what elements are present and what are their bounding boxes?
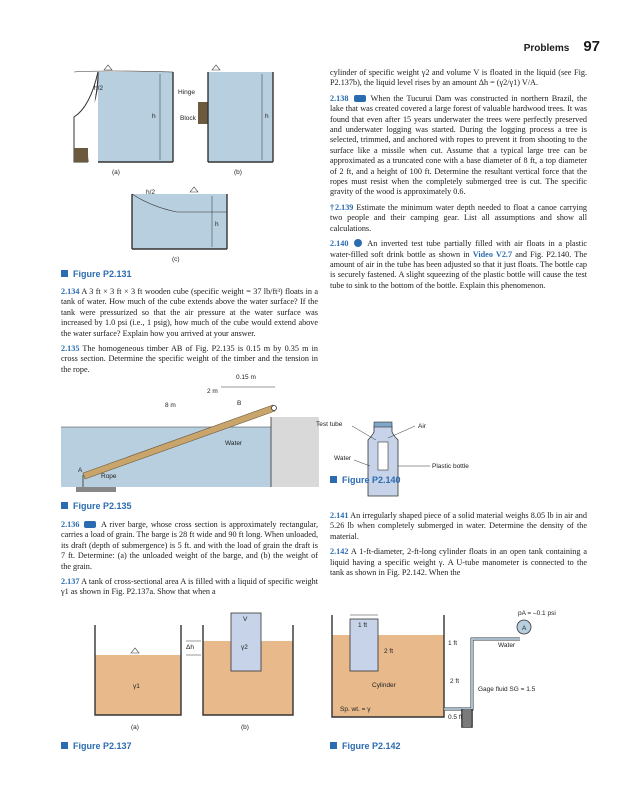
label-air: Air (418, 423, 426, 430)
problem-2-139: †2.139 Estimate the minimum water depth needed to float a canoe carrying two people and their camping gear. List all assumptions and show all calculations. (330, 202, 588, 233)
right-column-text-2 (330, 511, 587, 583)
pin-b (272, 406, 277, 411)
left-column-text-2 (61, 520, 318, 603)
label-2ft: 2 ft (384, 648, 394, 655)
page-header (524, 38, 600, 55)
support-block (74, 148, 88, 162)
figure-p2-137 (61, 605, 318, 735)
block-b (198, 102, 208, 124)
label-sp-wt: Sp. wt. = γ (340, 706, 371, 713)
label-dh: Δh (186, 644, 194, 651)
tank-b-water (208, 72, 273, 162)
water-body (61, 427, 271, 487)
label-pa: pA = –0.1 psi (518, 610, 556, 617)
label-cylinder: Cylinder (372, 682, 396, 689)
label-8m: 8 m (165, 402, 176, 409)
section-title: Problems (523, 43, 570, 54)
label-A: A (78, 467, 83, 474)
right-column-text (330, 68, 587, 296)
label-water-142: Water (498, 642, 516, 649)
label-B: B (237, 400, 242, 407)
label-h-c: h (215, 221, 219, 228)
problem-2-140: 2.140 An inverted test tube partially filled with air floats in a plastic water-filled soft drink bottle as shown in Video V2.7 and Fig. P2.140. The amount of air in the tube has been adjusted so that it just floats. The bottle cap is securely fastened. A slight squeezing of the plastic bottle will cause the test tube to sink to the bottom of the bottle. Explain this phenomenon. (330, 239, 587, 290)
problem-2-142: 2.142 A 1-ft-diameter, 2-ft-long cylinder floats in an open tank containing a liquid having a specific weight γ. A U-tube manometer is connected to the tank as shown in Fig. P2.142. When the (330, 547, 587, 578)
label-block: Block (180, 115, 196, 122)
label-015m: 0.15 m (236, 374, 256, 381)
label-h-over-2: h/2 (94, 85, 104, 92)
gage-fluid (463, 709, 471, 727)
label-2ft-b: 2 ft (450, 678, 460, 685)
label-h: h (152, 113, 156, 120)
label-g2: γ2 (241, 644, 248, 651)
label-g1: γ1 (133, 683, 140, 690)
label-c: (c) (172, 256, 180, 263)
label-h-over-2-c: h/2 (146, 189, 156, 196)
label-plastic-bottle: Plastic bottle (432, 463, 469, 470)
go-icon (84, 521, 96, 528)
caption-p2-131: Figure P2.131 (61, 269, 132, 279)
surface-marker-icon (104, 65, 112, 70)
caption-p2-142: Figure P2.142 (330, 741, 401, 751)
caption-p2-137: Figure P2.137 (61, 741, 132, 751)
problem-2-135: 2.135 The homogeneous timber AB of Fig. P2.135 is 0.15 m by 0.35 m in cross section. Determine the specific weight of the timber and the tension in the rope. (61, 344, 318, 374)
label-V: V (243, 616, 248, 623)
test-tube (378, 442, 388, 470)
figure-p2-131 (72, 62, 312, 267)
problem-2-134: 2.134 A 3 ft × 3 ft × 3 ft wooden cube (specific weight = 37 lb/ft³) floats in a tank of water. How much of the cube extends above the water surface? If the tank were pressurized so that the air pressure at the water surface was increased by 1.0 psi (i.e., 1 psig), how much of the cube would extend above the water surface? Explain how you arrived at your answer. (61, 287, 318, 338)
caption-p2-135: Figure P2.135 (61, 501, 132, 511)
problem-2-137: 2.137 A tank of cross-sectional area A is filled with a liquid of specific weight γ1 as shown in Fig. P2.137a. Show that when a (61, 577, 318, 597)
wall (271, 417, 319, 487)
figure-p2-135 (61, 365, 319, 495)
label-half-ft: 0.5 ft (448, 714, 463, 721)
label-water: Water (225, 440, 243, 447)
label-gage: Gage fluid SG = 1.5 (478, 686, 536, 693)
label-water-140: Water (334, 455, 352, 462)
label-2m: 2 m (207, 388, 218, 395)
problem-2-141: 2.141 An irregularly shaped piece of a solid material weighs 8.05 lb in air and 5.26 lb when completely submerged in water. Determine the density of the material. (330, 511, 587, 541)
label-b: (b) (234, 169, 242, 176)
label-b-137: (b) (241, 724, 249, 731)
caption-p2-140: Figure P2.140 (330, 475, 401, 485)
problem-2-136: 2.136 A river barge, whose cross section is approximately rectangular, carries a load of grain. The barge is 28 ft wide and 90 ft long. When unloaded, its draft (depth of submergence) is 5 ft. and with the load of grain the draft is 7 ft. Determine: (a) the unloaded weight of the barge, and (b) the weight of the grain. (61, 520, 318, 571)
label-A-142: A (522, 625, 527, 632)
problem-2-138: 2.138 When the Tucurui Dam was constructed in northern Brazil, the lake that was created covered a large forest of valuable hardwood trees. It was found that even after 15 years underwater the trees were perfectly preserved and underwater logging was started. During the logging process a tree is selected, trimmed, and anchored with ropes to prevent it from shooting to the surface like a missile when cut. Assume that a typical large tree can be approximated as a truncated cone with a base diameter of 8 ft, a top diameter of 2 ft, and a height of 100 ft. Determine the resultant vertical force that the ropes must resist when the completely submerged tree is cut. The specific gravity of the wood is approximately 0.6. (330, 93, 587, 197)
tank-a-water (98, 72, 173, 162)
label-1ft-right: 1 ft (448, 640, 458, 647)
label-a-137: (a) (131, 724, 139, 731)
label-a: (a) (112, 169, 120, 176)
label-hinge: Hinge (178, 89, 195, 96)
page-number: 97 (583, 38, 600, 55)
go-icon (354, 95, 366, 102)
video-icon (354, 239, 362, 247)
bottle-cap (374, 422, 392, 427)
label-test-tube: Test tube (316, 421, 343, 428)
problem-2-137-continued: cylinder of specific weight γ2 and volume V is floated in the liquid (see Fig. P2.137b), the liquid level rises by an amount Δh = (γ2/γ1) V/A. (330, 68, 587, 88)
label-h-b: h (265, 113, 269, 120)
video-link[interactable]: Video V2.7 (472, 249, 513, 259)
label-rope: Rope (101, 473, 117, 480)
figure-p2-142 (330, 605, 587, 735)
label-1ft-top: 1 ft (358, 622, 368, 629)
figure-p2-140 (316, 418, 587, 498)
